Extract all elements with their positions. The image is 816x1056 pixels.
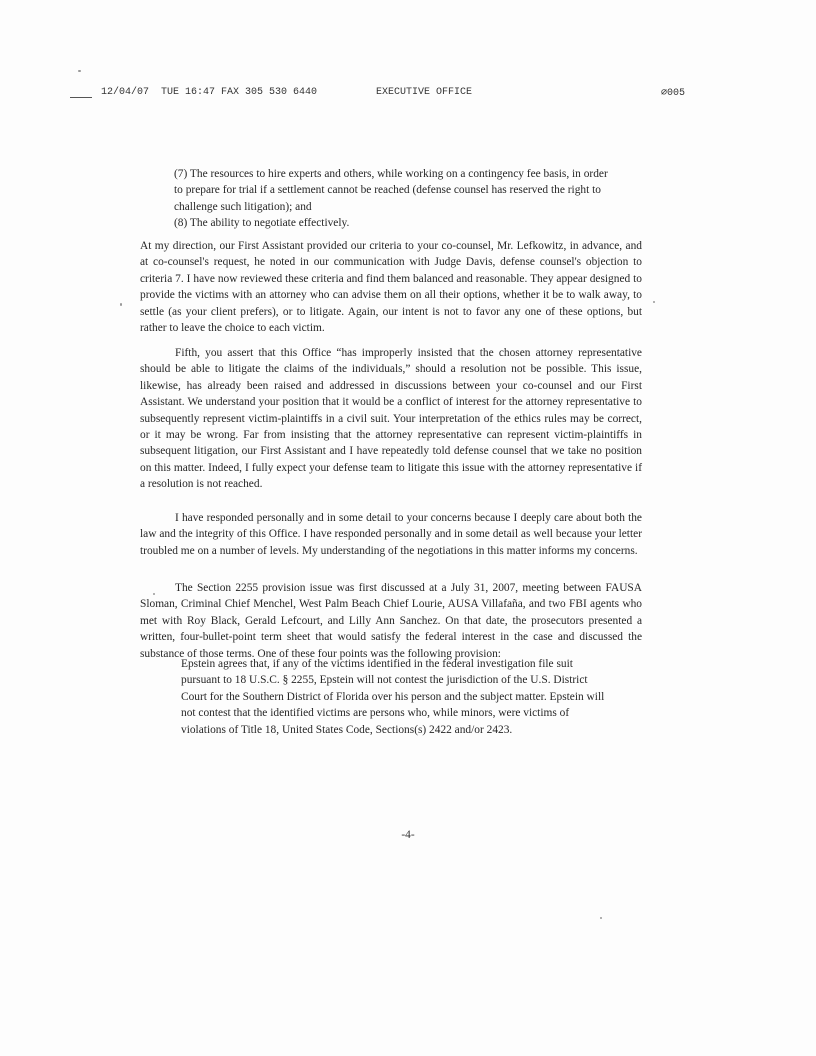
scan-speck — [653, 301, 655, 303]
fax-page-code: ∅005 — [661, 88, 686, 99]
fax-transmission-header — [0, 87, 816, 103]
criteria-list — [174, 166, 619, 232]
scan-speck — [120, 303, 122, 306]
scan-speck — [600, 917, 602, 919]
page-number: -4- — [401, 829, 415, 841]
paragraph-criteria-direction: At my direction, our First Assistant provided our criteria to your co-counsel, Mr. Lefkowitz, in advance, and at co-counsel's request, he noted in our communication with Judge Davis, defense counsel's objection to criteria 7. I have now reviewed these criteria and find them balanced and reasonable. They appear designed to provide the victims with an attorney who can advise them on all their options, whether it be to walk away, to settle (as your client prefers), or to litigate. Again, our intent is not to favor any one of these options, but rather to leave the choice to each victim. — [140, 240, 642, 335]
criteria-item-7: (7) The resources to hire experts and others, while working on a contingency fee basis, in order to prepare for trial if a settlement cannot be reached (defense counsel has reserved the right to challenge such litigation); and — [174, 168, 608, 213]
fax-office-label: EXECUTIVE OFFICE — [376, 87, 473, 98]
paragraph-personal-response: I have responded personally and in some detail to your concerns because I deeply care about both the law and the integrity of this Office. I have responded personally and in some detail as well because your letter troubled me on a number of levels. My understanding of the negotiations in this matter informs my concerns. — [140, 512, 642, 557]
scan-speck — [78, 70, 81, 72]
block-quote-provision: Epstein agrees that, if any of the victims identified in the federal investigation file suit pursuant to 18 U.S.C. § 2255, Epstein will not contest the jurisdiction of the U.S. District Court for the Southern District of Florida over his person and the subject matter. Epstein will not contest that the identified victims are persons who, while minors, were victims of violations of Title 18, United States Code, Sections(s) 2422 and/or 2423. — [181, 658, 605, 736]
paragraph-fifth-assertion: Fifth, you assert that this Office “has improperly insisted that the chosen attorney representative should be able to litigate the claims of the individuals,” should a resolution not be possible. This issue, likewise, has already been raised and addressed in discussions between your co-counsel and our First Assistant. We understand your position that it would be a conflict of interest for the attorney representative to subsequently represent victim-plaintiffs in a civil suit. Your interpretation of the ethics rules may be correct, or it may be wrong. Far from insisting that the attorney representative can represent victim-plaintiffs in subsequent litigation, our First Assistant and I have repeatedly told defense counsel that we take no position on this matter. Indeed, I fully expect your defense team to litigate this issue with the attorney representative if a resolution is not reached. — [140, 347, 642, 491]
criteria-item-8: (8) The ability to negotiate effectively. — [174, 217, 350, 230]
paragraph-section-2255: The Section 2255 provision issue was first discussed at a July 31, 2007, meeting between FAUSA Sloman, Criminal Chief Menchel, West Palm Beach Chief Lourie, AUSA Villafaña, and two FBI agents who met with Roy Black, Gerald Lefcourt, and Lilly Ann Sanchez. On that date, the prosecutors presented a written, four-bullet-point term sheet that would satisfy the federal interest in the case and discussed the substance of those terms. One of these four points was the following provision: — [140, 582, 642, 660]
header-rule — [70, 97, 92, 98]
fax-date-time-number: 12/04/07 TUE 16:47 FAX 305 530 6440 — [101, 87, 318, 98]
